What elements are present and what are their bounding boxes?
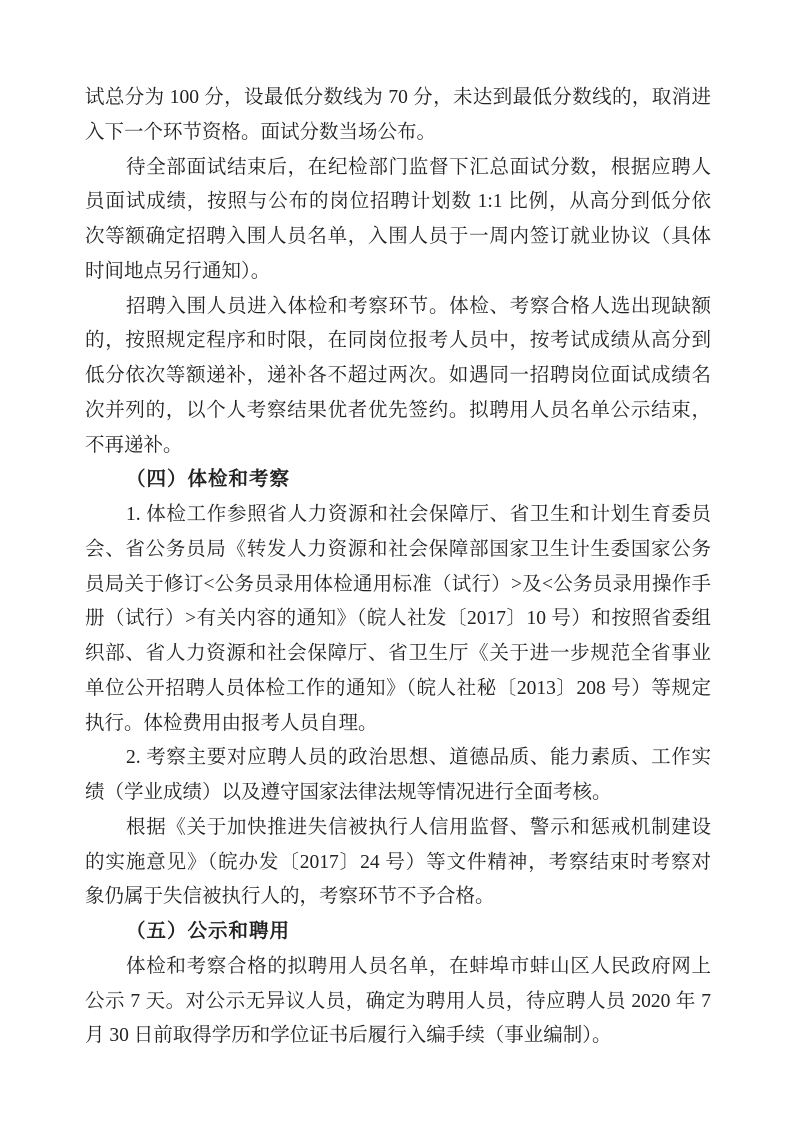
- text-line: 公示 7 天。对公示无异议人员，确定为聘用人员，待应聘人员 2020 年 7: [85, 990, 711, 1012]
- paragraph: [85, 950, 711, 1054]
- text-line: 单位公开招聘人员体检工作的通知》（皖人社秘〔2013〕208 号）等规定: [85, 677, 711, 699]
- section-heading: [85, 463, 711, 498]
- text-line: 月 30 日前取得学历和学位证书后履行入编手续（事业编制）。: [85, 1025, 612, 1047]
- text-line: 低分依次等额递补，递补各不超过两次。如遇同一招聘岗位面试成绩名: [85, 365, 711, 386]
- text-line: 不再递补。: [85, 434, 183, 456]
- text-line: 次并列的，以个人考察结果优者优先签约。拟聘用人员名单公示结束，: [85, 399, 711, 421]
- text-line: 执行。体检费用由报考人员自理。: [85, 712, 378, 734]
- text-line: 员局关于修订<公务员录用体检通用标准（试行）>及<公务员录用操作手: [85, 573, 711, 595]
- text-line: 员面试成绩，按照与公布的岗位招聘计划数 1:1 比例，从高分到低分依: [85, 191, 711, 213]
- text-line: 时间地点另行通知）。: [85, 260, 271, 282]
- text-line: 织部、省人力资源和社会保障厅、省卫生厅《关于进一步规范全省事业: [85, 643, 711, 664]
- text-line: 试总分为 100 分，设最低分数线为 70 分，未达到最低分数线的，取消进: [85, 87, 711, 108]
- text-line: 待全部面试结束后，在纪检部门监督下汇总面试分数，根据应聘人: [126, 156, 711, 178]
- text-line: 会、省公务员局《转发人力资源和社会保障部国家卫生计生委国家公务: [85, 538, 711, 560]
- heading-text-line: （四）体检和考察: [126, 469, 291, 491]
- text-line: 2. 考察主要对应聘人员的政治思想、道德品质、能力素质、工作实: [126, 747, 711, 769]
- text-line: 次等额确定招聘入围人员名单，入围人员于一周内签订就业协议（具体: [85, 226, 711, 247]
- paragraph: [85, 151, 711, 290]
- text-line: 象仍属于失信被执行人的，考察环节不予合格。: [85, 886, 495, 908]
- document-body: [85, 81, 711, 1054]
- text-line: 的，按照规定程序和时限，在同岗位报考人员中，按考试成绩从高分到: [85, 330, 711, 352]
- paragraph: [85, 498, 711, 741]
- paragraph: [85, 81, 711, 151]
- paragraph: [85, 741, 711, 811]
- paragraph: [85, 290, 711, 464]
- text-line: 体检和考察合格的拟聘用人员名单，在蚌埠市蚌山区人民政府网上: [126, 955, 711, 977]
- text-line: 1. 体检工作参照省人力资源和社会保障厅、省卫生和计划生育委员: [126, 504, 711, 525]
- paragraph: [85, 811, 711, 915]
- text-line: 入下一个环节资格。面试分数当场公布。: [85, 121, 437, 143]
- text-line: 册（试行）>有关内容的通知》（皖人社发〔2017〕10 号）和按照省委组: [85, 608, 711, 630]
- text-line: 绩（学业成绩）以及遵守国家法律法规等情况进行全面考核。: [85, 782, 612, 803]
- text-line: 招聘入围人员进入体检和考察环节。体检、考察合格人选出现缺额: [126, 295, 711, 317]
- text-line: 根据《关于加快推进失信被执行人信用监督、警示和惩戒机制建设: [126, 816, 711, 838]
- section-heading: [85, 915, 711, 950]
- text-line: 的实施意见》（皖办发〔2017〕24 号）等文件精神，考察结束时考察对: [85, 851, 711, 873]
- heading-text-line: （五）公示和聘用: [126, 921, 291, 942]
